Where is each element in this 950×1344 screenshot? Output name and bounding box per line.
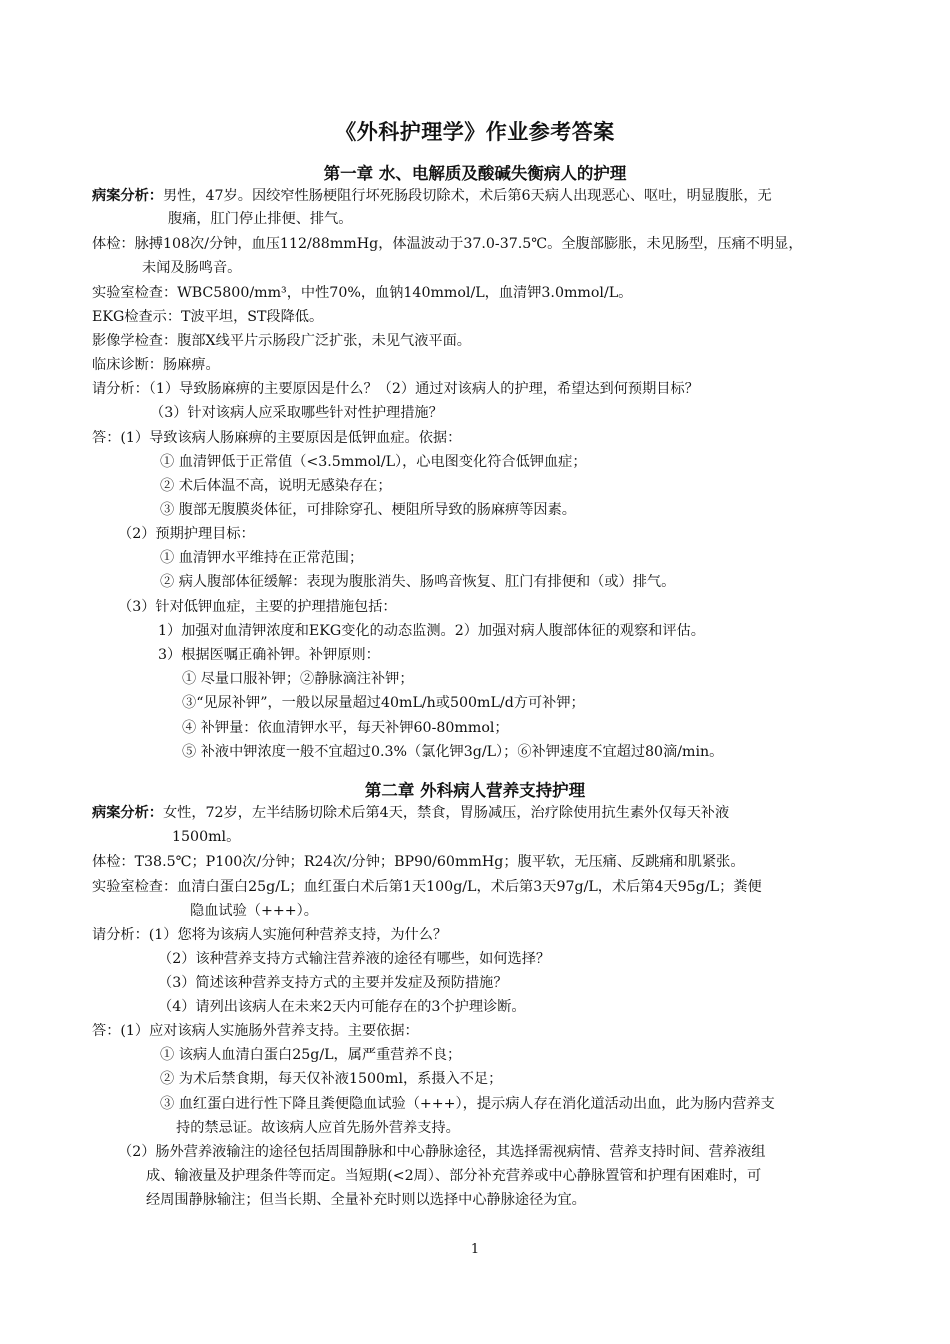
ch1-answer-3-item-2: 3）根据医嘱正确补钾。补钾原则： [158, 647, 380, 663]
chapter-1-heading: 第一章 水、电解质及酸碱失衡病人的护理 [323, 164, 627, 183]
ch1-potassium-principle-4: ⑤ 补液中钾浓度一般不宜超过0.3%（氯化钾3g/L）；⑥补钾速度不宜超过80滴/min。 [182, 744, 724, 760]
ch2-case-text: 女性，72岁，左半结肠切除术后第4天，禁食，胃肠减压，治疗除使用抗生素外仅每天补液 [162, 805, 730, 821]
ch1-case-line-1 [92, 185, 772, 207]
ch2-exam: 体检：T38.5℃；P100次/分钟；R24次/分钟；BP90/60mmHg；腹平软，无压痛、反跳痛和肌紧张。 [92, 854, 745, 870]
ch2-answer-1-item-3-line-2: 持的禁忌证。故该病人应首先肠外营养支持。 [176, 1120, 460, 1136]
ch1-answer-2-item-1: ① 血清钾水平维持在正常范围； [160, 550, 364, 566]
ch1-lab: 实验室检查：WBC5800/mm³，中性70%，血钠140mmol/L，血清钾3.0mmol/L。 [92, 285, 633, 301]
ch1-answer-1-item-3: ③ 腹部无腹膜炎体征，可排除穿孔、梗阻所导致的肠麻痹等因素。 [160, 502, 576, 518]
page-number: 1 [470, 1242, 480, 1257]
ch1-answer-2: （2）预期护理目标： [118, 526, 255, 542]
ch2-case-label: 病案分析： [92, 805, 163, 821]
ch2-answer-2-line-1: （2）肠外营养液输注的途径包括周围静脉和中心静脉途径，其选择需视病情、营养支持时间、营养液组 [118, 1144, 766, 1160]
ch1-answer-2-item-2: ② 病人腹部体征缓解：表现为腹胀消失、肠鸣音恢复、肛门有排便和（或）排气。 [160, 574, 676, 590]
ch2-lab-line-2: 隐血试验（+++）。 [190, 903, 318, 919]
ch1-ekg: EKG检查示：T波平坦，ST段降低。 [92, 309, 324, 325]
chapter-2-heading: 第二章 外科病人营养支持护理 [364, 781, 586, 800]
document-title: 《外科护理学》作业参考答案 [335, 119, 615, 144]
ch2-question-4: （4）请列出该病人在未来2天内可能存在的3个护理诊断。 [158, 999, 526, 1015]
ch2-question-2: （2）该种营养支持方式输注营养液的途径有哪些，如何选择？ [158, 951, 551, 967]
ch2-case-line-1 [92, 802, 729, 824]
ch2-case-line-2: 1500ml。 [172, 829, 241, 845]
ch1-exam-line-1: 体检：脉搏108次/分钟，血压112/88mmHg，体温波动于37.0-37.5℃。全腹部膨胀，未见肠型，压痛不明显， [92, 236, 803, 252]
ch1-case-line-2: 腹痛，肛门停止排便、排气。 [168, 211, 353, 227]
ch1-exam-line-2: 未闻及肠鸣音。 [142, 260, 242, 276]
ch1-question-line-2: （3）针对该病人应采取哪些针对性护理措施？ [150, 405, 443, 421]
ch1-diagnosis: 临床诊断：肠麻痹。 [92, 357, 220, 373]
ch2-answer-1: 答：(1）应对该病人实施肠外营养支持。主要依据： [92, 1023, 419, 1039]
ch2-lab-line-1: 实验室检查：血清白蛋白25g/L；血红蛋白术后第1天100g/L，术后第3天97g/L，术后第4天95g/L；粪便 [92, 879, 762, 895]
ch2-answer-1-item-1: ① 该病人血清白蛋白25g/L，属严重营养不良； [160, 1047, 462, 1063]
ch2-answer-2-line-2: 成、输液量及护理条件等而定。当短期(<2周）、部分补充营养或中心静脉置管和护理有困难时，可 [146, 1168, 762, 1184]
ch2-answer-2-line-3: 经周围静脉输注；但当长期、全量补充时则以选择中心静脉途径为宜。 [146, 1192, 586, 1208]
ch1-answer-1-item-1: ① 血清钾低于正常值（<3.5mmol/L），心电图变化符合低钾血症； [160, 454, 587, 470]
ch1-potassium-principle-3: ④ 补钾量：依血清钾水平，每天补钾60-80mmol； [182, 720, 509, 736]
ch2-question-1: 请分析：(1）您将为该病人实施何种营养支持，为什么？ [92, 927, 448, 943]
ch1-potassium-principle-2: ③“见尿补钾”，一般以尿量超过40mL/h或500mL/d方可补钾； [182, 695, 585, 711]
ch1-answer-1-item-2: ② 术后体温不高，说明无感染存在； [160, 478, 392, 494]
ch2-answer-1-item-3-line-1: ③ 血红蛋白进行性下降且粪便隐血试验（+++），提示病人存在消化道活动出血，此为肠内营养支 [160, 1096, 775, 1112]
ch1-potassium-principle-1: ① 尽量口服补钾；②静脉滴注补钾； [182, 671, 414, 687]
ch1-case-text: 男性，47岁。因绞窄性肠梗阻行坏死肠段切除术，术后第6天病人出现恶心、呕吐，明显腹胀，无 [162, 188, 772, 204]
ch1-answer-3-item-1: 1）加强对血清钾浓度和EKG变化的动态监测。2）加强对病人腹部体征的观察和评估。 [158, 623, 705, 639]
ch2-answer-1-item-2: ② 为术后禁食期，每天仅补液1500ml，系摄入不足； [160, 1071, 503, 1087]
ch1-answer-3: （3）针对低钾血症，主要的护理措施包括： [118, 599, 397, 615]
ch1-case-label: 病案分析： [92, 188, 163, 204]
ch1-imaging: 影像学检查：腹部X线平片示肠段广泛扩张，未见气液平面。 [92, 333, 471, 349]
ch1-question-line-1: 请分析：（1）导致肠麻痹的主要原因是什么？（2）通过对该病人的护理，希望达到何预期目标？ [92, 381, 699, 397]
ch2-question-3: （3）简述该种营养支持方式的主要并发症及预防措施？ [158, 975, 508, 991]
ch1-answer-1: 答：(1）导致该病人肠麻痹的主要原因是低钾血症。依据： [92, 430, 462, 446]
